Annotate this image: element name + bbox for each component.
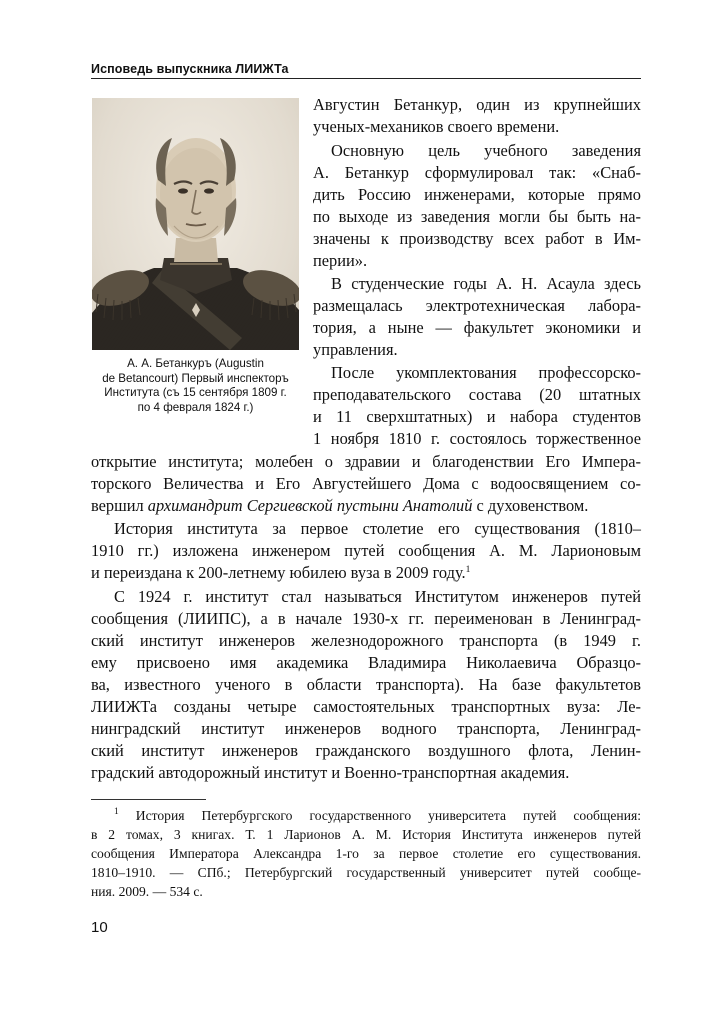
text-line: дить Россию инженерами, которые прямо bbox=[313, 185, 641, 204]
footnote-line bbox=[114, 807, 641, 825]
footnote-line: ния. 2009. — 534 с. bbox=[91, 884, 203, 899]
text-line: управления. bbox=[313, 340, 398, 359]
footnote-ref[interactable]: 1 bbox=[465, 565, 471, 575]
caption-line: по 4 февраля 1824 г.) bbox=[137, 400, 254, 414]
text-line: перии». bbox=[313, 251, 368, 270]
header-rule bbox=[91, 78, 641, 79]
text-line: открытие института; молебен о здравии и благоденствии Его Импера- bbox=[91, 452, 641, 471]
text-line: значены к производству всех работ в Им- bbox=[313, 229, 641, 248]
text-line: ученых-механиков своего времени. bbox=[313, 117, 560, 136]
running-header: Исповедь выпускника ЛИИЖТа bbox=[91, 62, 289, 76]
text-line bbox=[91, 562, 641, 584]
text-line: сообщения (ЛИИПС), а в начале 1930-х гг. переименован в Ленинград- bbox=[91, 609, 641, 628]
figure-caption bbox=[92, 357, 299, 415]
footnote-marker: 1 bbox=[114, 807, 119, 817]
text-line: тория, а ныне — факультет экономики и bbox=[313, 318, 641, 337]
text-line: Августин Бетанкур, один из крупнейших bbox=[313, 95, 641, 114]
text-line: и 11 сверхштатных) и набора студентов bbox=[313, 407, 641, 426]
text-line: 1 ноября 1810 г. состоялось торжественное bbox=[313, 429, 641, 448]
text-segment: вершил bbox=[91, 496, 148, 515]
text-segment: с духовенством. bbox=[472, 496, 589, 515]
text-line: ский институт инженеров гражданского воздушного флота, Ленин- bbox=[91, 741, 641, 760]
italic-name: архимандрит Сергиевской пустыни Анатолий bbox=[147, 496, 473, 515]
text-line: по выходе из заведения могли бы быть на- bbox=[313, 207, 641, 226]
text-line: градский автодорожный институт и Военно-транспортная академия. bbox=[91, 763, 570, 782]
text-line: ЛИИЖТа созданы четыре самостоятельных транспортных вуза: Ле- bbox=[91, 697, 641, 716]
text-line: размещалась электротехническая лабора- bbox=[313, 296, 641, 315]
caption-line: А. А. Бетанкуръ (Augustin bbox=[127, 357, 264, 370]
text-line: ему присвоено имя академика Владимира Николаевича Образцо- bbox=[91, 653, 641, 672]
text-line bbox=[91, 495, 641, 517]
text-line: ва, известного ученого в области транспорта). На базе факультетов bbox=[91, 675, 641, 694]
text-segment: и переиздана к 200-летнему юбилею вуза в 2009 году. bbox=[91, 563, 466, 582]
footnote-rule bbox=[91, 799, 206, 800]
text-line: После укомплектования профессорско- bbox=[331, 363, 641, 382]
text-line: В студенческие годы А. Н. Асаула здесь bbox=[331, 274, 641, 293]
portrait-engraving-icon bbox=[92, 98, 299, 350]
text-line: преподавательского состава (20 штатных bbox=[313, 385, 641, 404]
text-line: 1910 гг.) изложена инженером путей сообщения А. М. Ларионовым bbox=[91, 541, 641, 560]
footnote-line: 1810–1910. — СПб.; Петербургский государственный университет путей сообще- bbox=[91, 865, 641, 880]
portrait-image bbox=[92, 98, 299, 350]
text-line: ский институт инженеров железнодорожного транспорта (в 1949 г. bbox=[91, 631, 641, 650]
text-line: Основную цель учебного заведения bbox=[331, 141, 641, 160]
text-line: А. Бетанкур сформулировал так: «Снаб- bbox=[313, 163, 641, 182]
text-line: С 1924 г. институт стал называться Институтом инженеров путей bbox=[114, 587, 641, 606]
text-line: торского Величества и Его Августейшего Дома с водоосвящением со- bbox=[91, 474, 641, 493]
footnote-line: в 2 томах, 3 книгах. Т. 1 Ларионов А. М. История Института инженеров путей bbox=[91, 827, 641, 842]
page-number: 10 bbox=[91, 919, 108, 936]
caption-line: de Betancourt) Первый инспекторъ bbox=[102, 371, 289, 385]
footnote-line: сообщения Императора Александра 1-го за первое столетие его существования. bbox=[91, 846, 641, 861]
text-line: История института за первое столетие его существования (1810– bbox=[114, 519, 641, 538]
caption-line: Института (съ 15 сентября 1809 г. bbox=[104, 386, 287, 400]
text-line: нинградский институт инженеров водного транспорта, Ленинград- bbox=[91, 719, 641, 738]
text-segment: История Петербургского государственного университета путей сообщения: bbox=[135, 808, 642, 823]
